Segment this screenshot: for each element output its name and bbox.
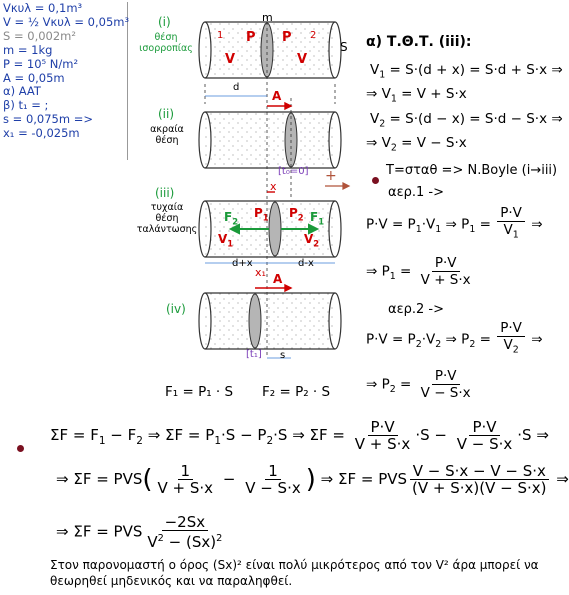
x-label: x bbox=[270, 180, 277, 193]
state-iv-roman: (iv) bbox=[166, 302, 186, 316]
state-ii-label: ακραία θέση bbox=[150, 124, 184, 146]
p2-result: ⇒ $P_2$ = $\frac{P\cdot V}{V - S\cdot x}$ bbox=[366, 368, 471, 401]
given-line: Vκυλ = 0,1m³ bbox=[3, 1, 83, 15]
state-iii-roman: (iii) bbox=[155, 186, 175, 200]
given-data-panel bbox=[3, 2, 128, 160]
p1-label: $P_1$ bbox=[254, 206, 269, 223]
net-force-eq-3: ⇒ ΣF = PVS $\frac{-2Sx}{V^2 - (Sx)^2}$ bbox=[56, 513, 223, 551]
state-ii-roman: (ii) bbox=[158, 107, 175, 121]
gas1-boyle-eq: $P\cdot V = P_1\cdot V_1$ ⇒ $P_1$ = $\frac{P\cdot V}{V_1}$ ⇒ bbox=[366, 205, 543, 241]
pressure-label: P bbox=[282, 30, 292, 45]
given-line: α) AAT bbox=[3, 84, 41, 99]
given-line: m = 1kg bbox=[3, 42, 53, 57]
volume-label: V bbox=[225, 52, 236, 67]
d-plus-x-label: d+x bbox=[232, 258, 253, 269]
piston-cylinder-diagram bbox=[195, 8, 365, 378]
v2-result: ⇒ $V_2 = V - S\cdot x$ bbox=[366, 135, 467, 154]
net-force-eq-2: ⇒ ΣF = PVS( $\frac{1}{V + S\cdot x}$ − $\frac{1}{V - S\cdot x}$ ) ⇒ ΣF = PVS $\frac{V - S\cdot x - V - S\cdot x}{(V + S\cdot x)(V - S\cdot x)}$ ⇒ bbox=[56, 462, 569, 497]
p2-label: $P_2$ bbox=[289, 206, 304, 223]
given-line: A = 0,05m bbox=[3, 70, 65, 85]
given-line: V = ½ Vκυλ = 0,05m³ bbox=[3, 14, 130, 29]
pressure-label: P bbox=[246, 30, 256, 45]
v2-expression: $V_2 = S\cdot(d - x) = S\cdot d - S\cdot x$ ⇒ bbox=[370, 111, 563, 130]
volume-label: V bbox=[297, 52, 308, 67]
p1-result: ⇒ $P_1$ = $\frac{P\cdot V}{V + S\cdot x}$ bbox=[366, 255, 471, 288]
v1-expression: $V_1 = S\cdot(d + x) = S\cdot d + S\cdot x$ ⇒ bbox=[370, 62, 563, 81]
approximation-note: Στον παρονομαστή ο όρος (Sx)² είναι πολύ μικρότερος από τον V² άρα μπορεί να θεωρηθεί μηδενικός και να παραληφθεί. bbox=[50, 558, 539, 588]
force2-formula: F₂ = P₂ · S bbox=[262, 384, 331, 400]
force2-label: $F_1$ bbox=[310, 210, 325, 227]
state-iii-label: τυχαία θέση ταλάντωσης bbox=[136, 202, 198, 235]
gas2-index: 2 bbox=[310, 30, 317, 41]
t0-label: [t₀=0] bbox=[278, 166, 309, 177]
distance-d-label: d bbox=[233, 82, 240, 93]
part-a-header: α) Τ.Θ.Τ. (iii): bbox=[366, 34, 472, 50]
state-i-label: θέση ισορροπίας bbox=[139, 32, 193, 54]
gas2-boyle-eq: $P\cdot V = P_2\cdot V_2$ ⇒ $P_2$ = $\frac{P\cdot V}{V_2}$ ⇒ bbox=[366, 320, 543, 356]
positive-direction-label: + bbox=[325, 168, 337, 184]
v1-label: $V_1$ bbox=[218, 232, 234, 249]
v1-result: ⇒ $V_1 = V + S\cdot x$ bbox=[366, 86, 467, 105]
gas1-heading: αερ.1 -> bbox=[388, 185, 444, 200]
state-i-roman: (i) bbox=[158, 15, 171, 29]
gas2-heading: αερ.2 -> bbox=[388, 302, 444, 317]
net-force-eq-1: $\Sigma F = F_1 - F_2$ ⇒ $\Sigma F = P_1\cdot S - P_2\cdot S$ ⇒ ΣF = $\frac{P\cdot V}{V + S\cdot x}$ ·S − $\frac{P\cdot V}{V - S\cdot x}$ ·S ⇒ bbox=[50, 418, 549, 453]
boyle-statement: T=σταθ => N.Boyle (i→iii) bbox=[386, 163, 558, 178]
bullet-icon bbox=[372, 169, 379, 188]
bullet-icon bbox=[17, 437, 24, 456]
given-line: β) t₁ = ; bbox=[3, 98, 49, 113]
d-minus-x-label: d-x bbox=[298, 258, 314, 269]
t1-label: [t₁] bbox=[246, 349, 262, 360]
x1-label: x₁ bbox=[255, 266, 266, 279]
force1-label: $F_2$ bbox=[224, 210, 239, 227]
given-line: s = 0,075m => bbox=[3, 112, 93, 127]
given-line: x₁ = -0,025m bbox=[3, 126, 80, 141]
area-label: S bbox=[340, 40, 348, 54]
given-line: P = 10⁵ N/m² bbox=[3, 56, 79, 71]
mass-label: m bbox=[262, 11, 273, 24]
force1-formula: F₁ = P₁ · S bbox=[165, 384, 234, 400]
given-line: S = 0,002m² bbox=[3, 28, 76, 43]
v2-label: $V_2$ bbox=[304, 232, 320, 249]
amplitude-label: A bbox=[273, 272, 283, 286]
amplitude-label: A bbox=[272, 89, 282, 103]
gas1-index: 1 bbox=[217, 30, 224, 41]
s-label: s bbox=[280, 350, 286, 361]
